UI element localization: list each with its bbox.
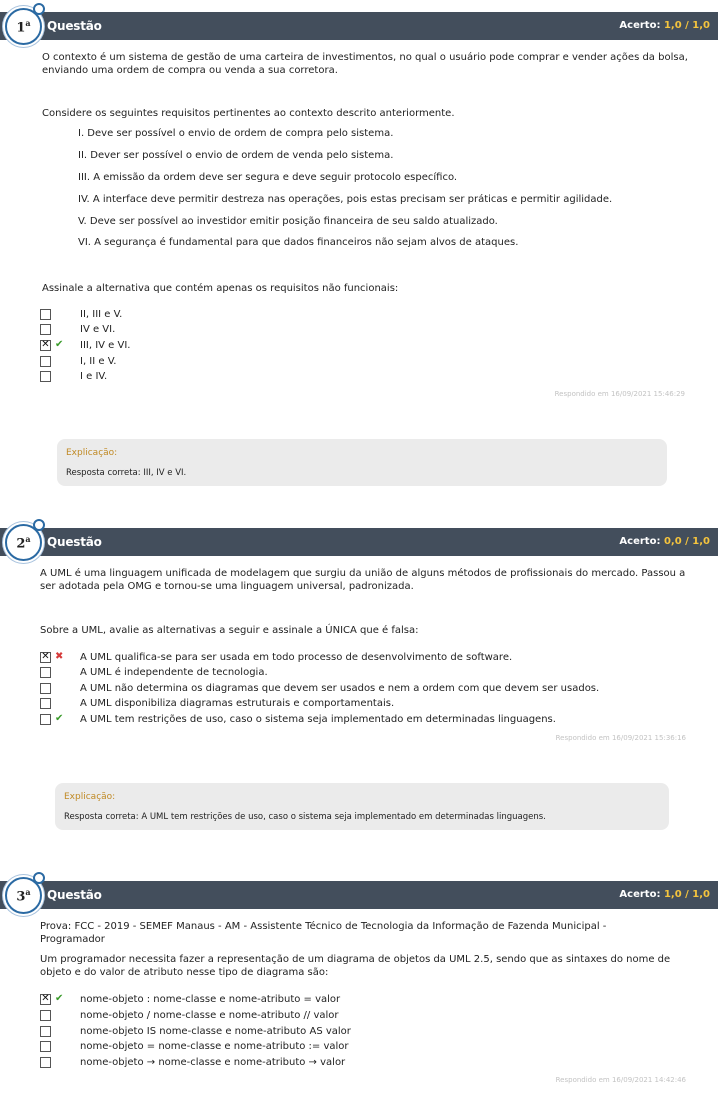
question-header (0, 12, 718, 40)
answer-option[interactable] (40, 1010, 680, 1023)
answer-option-label: IV e VI. (80, 324, 116, 335)
score (619, 20, 710, 31)
question-prompt: Sobre a UML, avalie as alternativas a seguir e assinale a ÚNICA que é falsa: (40, 625, 419, 636)
answer-option[interactable] (40, 714, 680, 727)
badge-dot-icon (33, 519, 45, 531)
explanation-label: Explicação: (66, 448, 118, 458)
answer-checkbox[interactable] (40, 1026, 51, 1037)
answer-checkbox[interactable] (40, 683, 51, 694)
answered-timestamp: Respondido em 16/09/2021 15:46:29 (554, 390, 685, 398)
answer-option[interactable] (40, 994, 680, 1007)
answer-checkbox[interactable] (40, 371, 51, 382)
answer-option[interactable] (40, 683, 680, 696)
question-ordinal: a (25, 887, 31, 897)
answer-checkbox-checked[interactable] (40, 340, 51, 351)
question-context: Um programador necessita fazer a representação de um diagrama de objetos da UML 2.5, sendo que as sintaxes do nome de objeto e do valor de atributo nesse tipo de diagrama são: (40, 954, 671, 978)
answer-checkbox[interactable] (40, 1041, 51, 1052)
badge-dot-icon (33, 872, 45, 884)
answer-option[interactable] (40, 309, 680, 322)
score-value: 1,0 (663, 20, 682, 31)
question-intro: Considere os seguintes requisitos pertinentes ao contexto descrito anteriormente. (42, 108, 455, 119)
answer-option-label: nome-objeto → nome-classe e nome-atributo → valor (80, 1057, 346, 1068)
requirement-item: VI. A segurança é fundamental para que dados financeiros não sejam alvos de ataques. (78, 237, 519, 248)
requirement-item: IV. A interface deve permitir destreza nas operações, pois estas precisam ser práticas e permitir agilidade. (78, 194, 613, 205)
question-number-badge (5, 877, 42, 914)
answer-option[interactable] (40, 371, 680, 384)
requirement-item: I. Deve ser possível o envio de ordem de compra pelo sistema. (78, 128, 394, 139)
answer-option[interactable] (40, 340, 680, 353)
answer-option-label: nome-objeto = nome-classe e nome-atributo := valor (80, 1041, 349, 1052)
answered-timestamp: Respondido em 16/09/2021 15:36:16 (555, 734, 686, 742)
question-number: 3 (16, 889, 26, 905)
answer-checkbox-checked[interactable] (40, 994, 51, 1005)
answer-option-label: III, IV e VI. (80, 340, 131, 351)
answer-checkbox[interactable] (40, 667, 51, 678)
question-ordinal: a (25, 534, 31, 544)
explanation-text: Resposta correta: III, IV e VI. (66, 468, 187, 478)
answer-checkbox-checked[interactable] (40, 652, 51, 663)
explanation-box (57, 439, 667, 486)
question-number-badge (5, 524, 42, 561)
question-header (0, 528, 718, 556)
wrong-x-icon: ✖ (55, 651, 64, 662)
answer-option-label: A UML tem restrições de uso, caso o sistema seja implementado em determinadas linguagens. (80, 714, 556, 725)
question-number: 2 (16, 536, 26, 552)
score-total: / 1,0 (685, 889, 710, 900)
answer-option-label: A UML qualifica-se para ser usada em todo processo de desenvolvimento de software. (80, 652, 513, 663)
question-header-label: Questão (47, 888, 102, 902)
explanation-label: Explicação: (64, 792, 116, 802)
answer-option-label: A UML é independente de tecnologia. (80, 667, 268, 678)
correct-check-icon: ✔ (55, 339, 64, 350)
requirement-item: III. A emissão da ordem deve ser segura e deve seguir protocolo específico. (78, 172, 458, 183)
answer-option[interactable] (40, 1057, 680, 1070)
score-value: 0,0 (663, 536, 682, 547)
answer-checkbox[interactable] (40, 1057, 51, 1068)
answer-checkbox[interactable] (40, 1010, 51, 1021)
answered-timestamp: Respondido em 16/09/2021 14:42:46 (555, 1076, 686, 1084)
correct-check-icon: ✔ (55, 993, 64, 1004)
badge-dot-icon (33, 3, 45, 15)
answer-option[interactable] (40, 324, 680, 337)
answer-checkbox[interactable] (40, 698, 51, 709)
score-value: 1,0 (663, 889, 682, 900)
answer-option[interactable] (40, 652, 680, 665)
score-prefix: Acerto: (619, 20, 661, 31)
score-prefix: Acerto: (619, 889, 661, 900)
requirement-item: II. Dever ser possível o envio de ordem de venda pelo sistema. (78, 150, 394, 161)
answer-option-label: I e IV. (80, 371, 108, 382)
answer-option-label: I, II e V. (80, 356, 117, 367)
question-number-badge (5, 8, 42, 45)
answer-checkbox[interactable] (40, 309, 51, 320)
question-context: A UML é uma linguagem unificada de modelagem que surgiu da união de alguns métodos de profissionais do mercado. Passou a ser adotada pela OMG e tornou-se uma linguagem universal, padronizada. (40, 568, 686, 592)
score-prefix: Acerto: (619, 536, 661, 547)
answer-option[interactable] (40, 667, 680, 680)
score (619, 889, 710, 900)
question-prompt: Assinale a alternativa que contém apenas os requisitos não funcionais: (42, 283, 399, 294)
correct-check-icon: ✔ (55, 713, 64, 724)
answer-option[interactable] (40, 356, 680, 369)
score-total: / 1,0 (685, 536, 710, 547)
question-context: O contexto é um sistema de gestão de uma carteira de investimentos, no qual o usuário pode comprar e vender ações da bolsa, enviando uma ordem de compra ou venda a sua corretora. (42, 52, 688, 76)
answer-option[interactable] (40, 1041, 680, 1054)
question-ordinal: a (25, 18, 31, 28)
score-total: / 1,0 (685, 20, 710, 31)
answer-option-label: A UML disponibiliza diagramas estruturais e comportamentais. (80, 698, 395, 709)
question-number: 1 (16, 20, 26, 36)
answer-checkbox[interactable] (40, 356, 51, 367)
question-header (0, 881, 718, 909)
requirement-item: V. Deve ser possível ao investidor emitir posição financeira de seu saldo atualizado. (78, 216, 498, 227)
answer-option-label: A UML não determina os diagramas que devem ser usados e nem a ordem com que devem ser usados. (80, 683, 600, 694)
answer-option-label: nome-objeto : nome-classe e nome-atributo = valor (80, 994, 341, 1005)
answer-option[interactable] (40, 1026, 680, 1039)
answer-checkbox[interactable] (40, 714, 51, 725)
explanation-box (55, 783, 669, 830)
question-header-label: Questão (47, 535, 102, 549)
score (619, 536, 710, 547)
answer-option-label: nome-objeto / nome-classe e nome-atributo // valor (80, 1010, 339, 1021)
answer-option-label: nome-objeto IS nome-classe e nome-atributo AS valor (80, 1026, 351, 1037)
explanation-text: Resposta correta: A UML tem restrições de uso, caso o sistema seja implementado em determinadas linguagens. (64, 812, 546, 822)
question-source: Prova: FCC - 2019 - SEMEF Manaus - AM - Assistente Técnico de Tecnologia da Informação de Fazenda Municipal - Programador (40, 921, 607, 945)
question-header-label: Questão (47, 19, 102, 33)
answer-checkbox[interactable] (40, 324, 51, 335)
answer-option-label: II, III e V. (80, 309, 123, 320)
answer-option[interactable] (40, 698, 680, 711)
